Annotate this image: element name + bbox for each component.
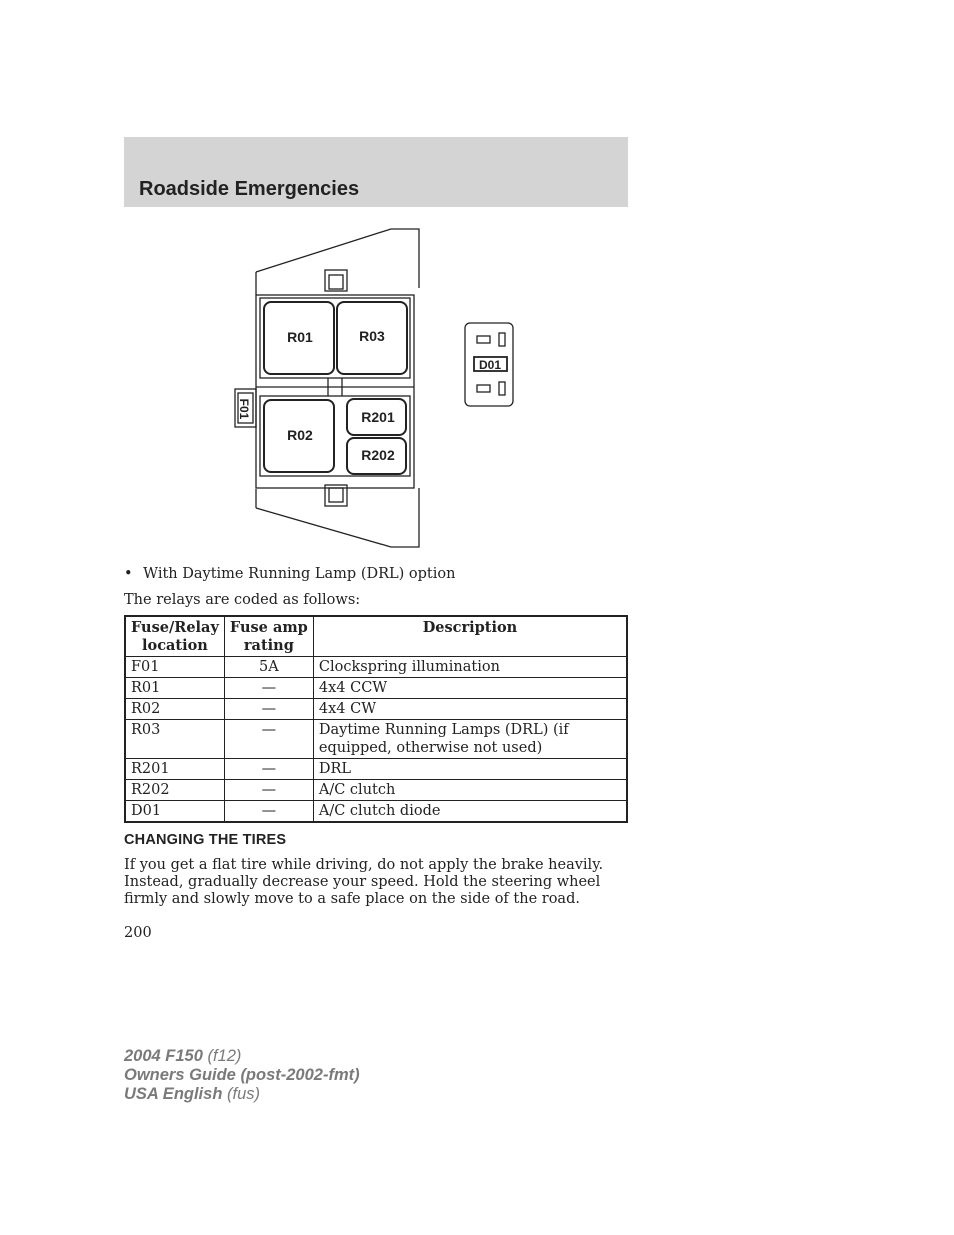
relay-label-r03: R03	[359, 328, 385, 344]
cell-location: R202	[125, 780, 224, 801]
section-title: Roadside Emergencies	[139, 178, 360, 200]
cell-location: R01	[125, 678, 224, 699]
fuse-relay-box-diagram	[228, 225, 528, 550]
footer-language: USA English	[124, 1085, 223, 1103]
section-header-band	[124, 137, 628, 207]
page-number: 200	[124, 925, 152, 941]
diode-label-d01: D01	[478, 358, 502, 372]
intro-text: The relays are coded as follows:	[124, 592, 361, 608]
table-header-row	[125, 616, 627, 657]
footer-guide: Owners Guide (post-2002-fmt)	[124, 1066, 360, 1084]
footer-model-code: (f12)	[202, 1047, 242, 1065]
cell-rating: 5A	[224, 657, 313, 678]
table-row	[125, 699, 627, 720]
footer-language-code: (fus)	[222, 1085, 260, 1103]
relay-table	[124, 615, 628, 823]
relay-label-r01: R01	[287, 329, 313, 345]
document-footer	[124, 1047, 360, 1104]
footer-line-3	[124, 1085, 360, 1104]
cell-rating: —	[224, 780, 313, 801]
cell-rating: —	[224, 759, 313, 780]
cell-rating: —	[224, 678, 313, 699]
cell-rating: —	[224, 801, 313, 823]
section-heading: CHANGING THE TIRES	[124, 832, 287, 848]
header-location: Fuse/Relay location	[125, 616, 224, 657]
table-row	[125, 759, 627, 780]
relay-label-r02: R02	[287, 427, 313, 443]
fuse-label-f01: F01	[237, 398, 251, 420]
cell-location: F01	[125, 657, 224, 678]
table-row	[125, 678, 627, 699]
footer-model: 2004 F150	[124, 1047, 203, 1065]
table-row	[125, 657, 627, 678]
cell-rating: —	[224, 699, 313, 720]
cell-location: D01	[125, 801, 224, 823]
cell-location: R03	[125, 720, 224, 759]
bullet-text: With Daytime Running Lamp (DRL) option	[143, 566, 456, 582]
cell-description: DRL	[313, 759, 627, 780]
cell-description: A/C clutch	[313, 780, 627, 801]
body-paragraph: If you get a flat tire while driving, do not apply the brake heavily. Instead, gradually decrease your speed. Hold the steering wheel firmly and slowly move to a safe place on the side of the road.	[124, 857, 604, 907]
cell-description: Clockspring illumination	[313, 657, 627, 678]
footer-line-1	[124, 1047, 360, 1066]
cell-description: Daytime Running Lamps (DRL) (if equipped, otherwise not used)	[313, 720, 627, 759]
table-row	[125, 801, 627, 823]
relay-label-r201: R201	[361, 409, 395, 425]
cell-location: R201	[125, 759, 224, 780]
table-row	[125, 720, 627, 759]
footer-line-2	[124, 1066, 360, 1085]
cell-description: A/C clutch diode	[313, 801, 627, 823]
cell-rating: —	[224, 720, 313, 759]
cell-description: 4x4 CCW	[313, 678, 627, 699]
bullet-symbol: •	[124, 566, 133, 582]
cell-location: R02	[125, 699, 224, 720]
header-rating: Fuse amp rating	[224, 616, 313, 657]
header-description: Description	[313, 616, 627, 657]
bullet-item	[124, 566, 455, 582]
table-row	[125, 780, 627, 801]
cell-description: 4x4 CW	[313, 699, 627, 720]
relay-label-r202: R202	[361, 447, 395, 463]
